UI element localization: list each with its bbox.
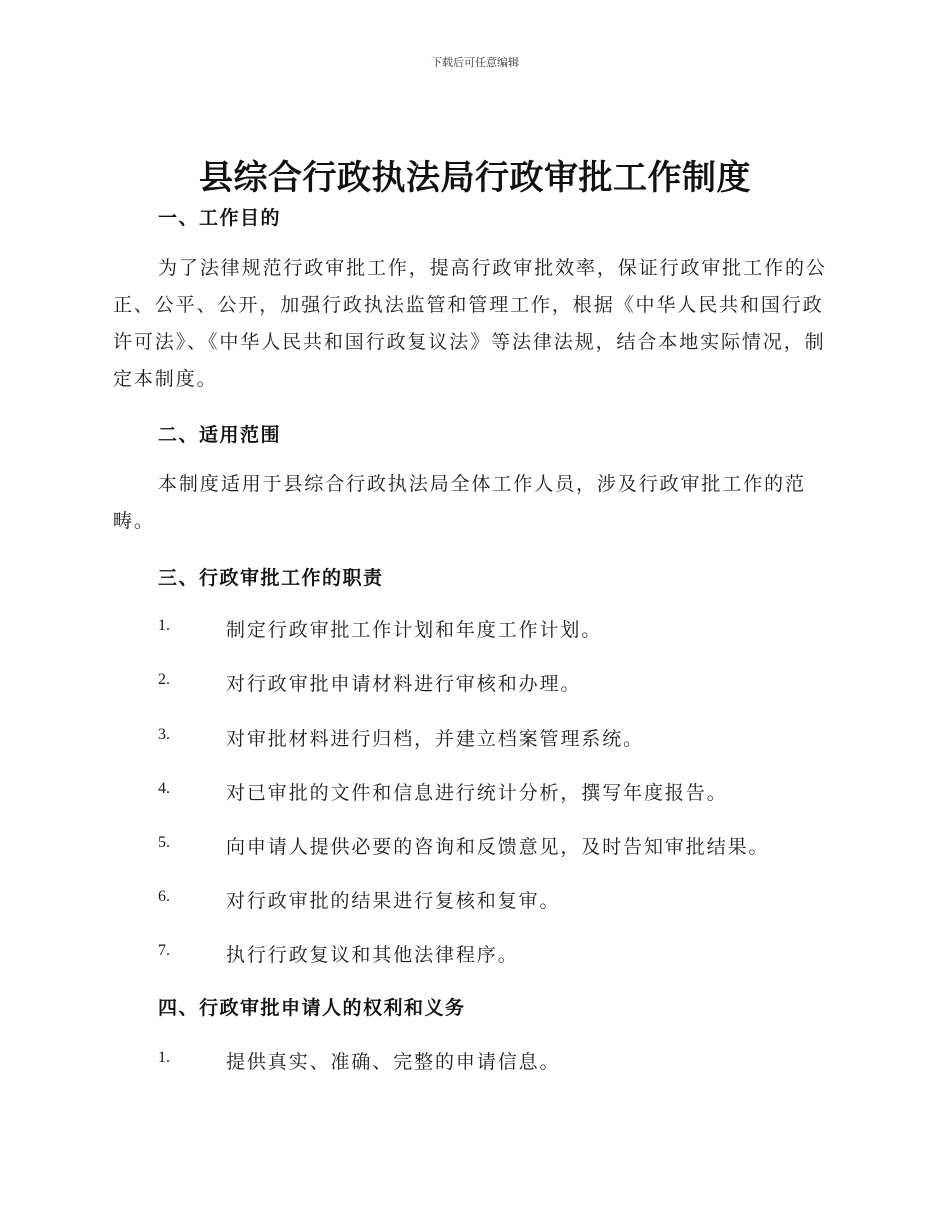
list-item-text: 制定行政审批工作计划和年度工作计划。 — [226, 619, 603, 641]
list-item-number: 7. — [158, 942, 170, 959]
list-item-text: 对行政审批申请材料进行审核和办理。 — [226, 673, 582, 695]
section-paragraph-purpose: 为了法律规范行政审批工作，提高行政审批效率，保证行政审批工作的公正、公平、公开，加强行政执法监管和管理工作，根据《中华人民共和国行政许可法》、《中华人民共和国行政复议法》等法律法规，结合本地实际情况，制定本制度。 — [113, 257, 827, 390]
section-heading-duties: 三、行政审批工作的职责 — [158, 567, 384, 589]
list-item-number: 1. — [158, 1049, 170, 1066]
list-item-text: 对已审批的文件和信息进行统计分析，撰写年度报告。 — [226, 782, 728, 804]
list-item-text: 执行行政复议和其他法律程序。 — [226, 944, 519, 966]
list-item-number: 6. — [158, 888, 170, 905]
list-item-number: 3. — [158, 726, 170, 743]
section-heading-scope: 二、适用范围 — [158, 424, 282, 446]
list-item-text: 向申请人提供必要的咨询和反馈意见，及时告知审批结果。 — [226, 836, 770, 858]
list-item-text: 对行政审批的结果进行复核和复审。 — [226, 890, 561, 912]
section-paragraph-scope: 本制度适用于县综合行政执法局全体工作人员，涉及行政审批工作的范畴。 — [113, 473, 806, 532]
list-item-number: 5. — [158, 834, 170, 851]
list-item-number: 2. — [158, 671, 170, 688]
list-item-number: 1. — [158, 617, 170, 634]
list-item-text: 对审批材料进行归档，并建立档案管理系统。 — [226, 728, 645, 750]
list-item-text: 提供真实、准确、完整的申请信息。 — [226, 1051, 561, 1073]
list-item-number: 4. — [158, 780, 170, 797]
header-note: 下载后可任意编辑 — [431, 56, 519, 69]
section-heading-applicant-rights: 四、行政审批申请人的权利和义务 — [158, 997, 466, 1019]
section-heading-purpose: 一、工作目的 — [158, 207, 282, 229]
document-title: 县综合行政执法局行政审批工作制度 — [199, 158, 751, 198]
